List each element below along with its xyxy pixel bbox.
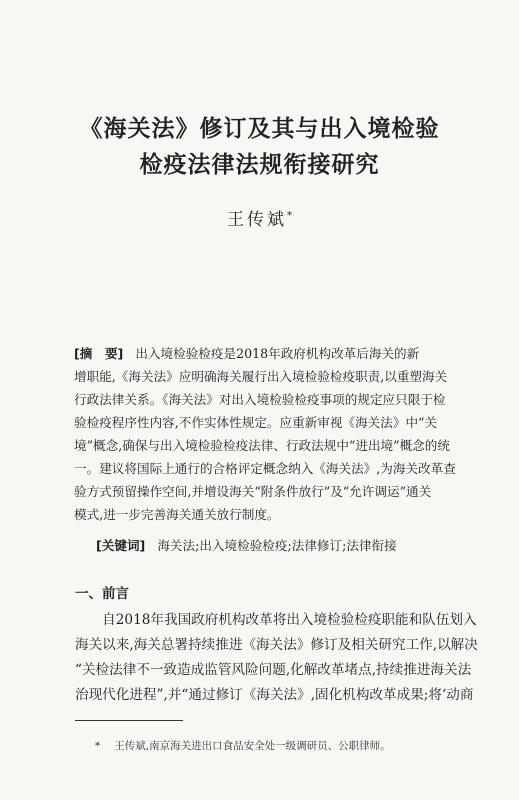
abstract-line: 境”概念,确保与出入境检验检疫法律、行政法规中“进出境”概念的统 — [74, 438, 450, 453]
body-line: 治现代化进程”,并“通过修订《海关法》,固化机构改革成果;将‘动商 — [75, 687, 474, 703]
abstract-line: 增职能,《海关法》应明确海关履行出入境检验检疫职责,以重塑海关 — [74, 369, 448, 384]
abstract-line — [74, 342, 506, 365]
abstract-line: 一。建议将国际上通行的合格评定概念纳入《海关法》,为海关改革查 — [74, 461, 456, 476]
body-text — [75, 608, 505, 708]
abstract-text: 出入境检验检疫是2018年政府机构改革后海关的新 — [135, 346, 420, 361]
author-footnote-mark: * — [287, 210, 292, 222]
author — [0, 205, 519, 230]
body-line: “关检法律不一致造成监管风险问题,化解改革堵点,持续推进海关法 — [75, 662, 472, 678]
keywords-label: [关键词] — [96, 538, 146, 553]
title-line-1: 《海关法》修订及其与出入境检验 — [79, 116, 440, 142]
abstract-line: 模式,进一步完善海关通关放行制度。 — [74, 507, 280, 522]
author-name: 王传斌 — [227, 210, 287, 230]
abstract-line: 验检疫程序性内容,不作实体性规定。应重新审视《海关法》中“关 — [74, 415, 438, 430]
keywords-text: 海关法;出入境检验检疫;法律修订;法律衔接 — [157, 538, 397, 553]
footnote-divider — [75, 720, 183, 721]
body-line: 海关以来,海关总署持续推进《海关法》修订及相关研究工作,以解决 — [75, 637, 478, 653]
abstract — [74, 342, 506, 526]
abstract-line: 验方式预留操作空间,并增设海关“附条件放行”及“允许调运”通关 — [74, 484, 432, 499]
footnote-text: 王传斌,南京海关进出口食品安全处一级调研员、公职律师。 — [114, 740, 391, 752]
title-line-2: 检疫法律法规衔接研究 — [139, 152, 380, 178]
body-line: 自2018年我国政府机构改革将出入境检验检疫职能和队伍划入 — [75, 612, 477, 628]
footnote — [95, 738, 391, 753]
section-heading: 一、前言 — [75, 586, 129, 602]
footnote-mark: * — [95, 740, 101, 752]
abstract-label: [摘 要] — [74, 346, 124, 361]
abstract-line: 行政法律关系。《海关法》对出入境检验检疫事项的规定应只限于检 — [74, 392, 446, 407]
keywords — [96, 535, 397, 554]
